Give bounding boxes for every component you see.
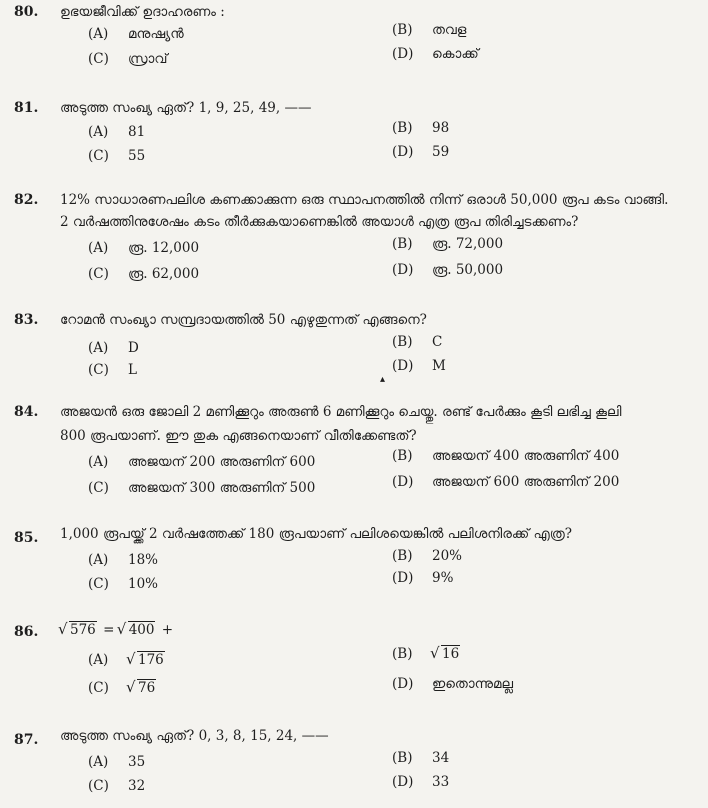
option-b[interactable]: (B) തവള [392, 22, 467, 38]
option-c[interactable]: (C)√ 76 [88, 680, 158, 696]
question-number: 87. [14, 732, 39, 748]
option-c[interactable]: (C) 10% [88, 576, 159, 592]
option-a[interactable]: (A) മനുഷ്യൻ [88, 26, 184, 42]
question-number: 86. [14, 624, 39, 640]
option-a[interactable]: (A)√ 176 [88, 652, 167, 668]
option-d[interactable]: (D) M [392, 358, 446, 374]
option-b[interactable]: (B) 34 [392, 750, 450, 766]
question-text: റോമൻ സംഖ്യാ സമ്പ്രദായത്തിൽ 50 എഴുതുന്നത് എങ്ങനെ? [60, 312, 427, 328]
question-text-line2: 800 രൂപയാണ്. ഈ തുക എങ്ങനെയാണ് വീതിക്കേണ്ടത്? [60, 428, 417, 444]
square-root-left: √ 576 [60, 622, 97, 638]
question-text-line2: 2 വർഷത്തിനുശേഷം കടം തീർക്കുകയാണെങ്കിൽ അയാൾ എത്ര രൂപ തിരിച്ചടക്കണം? [60, 214, 579, 230]
option-c[interactable]: (C) L [88, 362, 137, 378]
stray-mark: ▴ [380, 374, 386, 385]
option-d[interactable]: (D) കൊക്ക് [392, 46, 479, 62]
option-a[interactable]: (A) 18% [88, 552, 159, 568]
option-d[interactable]: (D) 59 [392, 144, 450, 160]
option-c[interactable]: (C) അജയന് 300 അരുണിന് 500 [88, 480, 316, 496]
square-root-right: √ 400 [119, 622, 156, 638]
question-number: 84. [14, 404, 39, 420]
option-d[interactable]: (D) അജയന് 600 അരുണിന് 200 [392, 474, 620, 490]
option-b[interactable]: (B) 20% [392, 548, 463, 564]
option-c[interactable]: (C) സ്രാവ് [88, 51, 168, 67]
question-expression: √ 576 = √ 400 + [60, 622, 173, 638]
option-d[interactable]: (D) ഇതൊന്നുമല്ല [392, 676, 513, 692]
question-text: അടുത്ത സംഖ്യ ഏത്? 0, 3, 8, 15, 24, —— [60, 728, 329, 744]
question-text: അടുത്ത സംഖ്യ ഏത്? 1, 9, 25, 49, —— [60, 100, 312, 116]
option-a[interactable]: (A) 81 [88, 124, 146, 140]
question-text: 1,000 രൂപയ്ക്ക് 2 വർഷത്തേക്ക് 180 രൂപയാണ് പലിശയെങ്കിൽ പലിശനിരക്ക് എത്ര? [60, 526, 572, 542]
question-number: 85. [14, 530, 39, 546]
question-text: ഉഭയജീവിക്ക് ഉദാഹരണം : [60, 4, 225, 20]
option-b[interactable]: (B) അജയന് 400 അരുണിന് 400 [392, 448, 620, 464]
option-b[interactable]: (B)√ 16 [392, 646, 462, 662]
option-b[interactable]: (B) 98 [392, 120, 450, 136]
option-d[interactable]: (D) രൂ. 50,000 [392, 262, 504, 278]
option-a[interactable]: (A) D [88, 340, 139, 356]
option-b[interactable]: (B) C [392, 334, 443, 350]
option-a[interactable]: (A) 35 [88, 754, 146, 770]
question-text: അജയൻ ഒരു ജോലി 2 മണിക്കൂറും അരുൺ 6 മണിക്കൂറും ചെയ്തു. രണ്ട് പേർക്കും കൂടി ലഭിച്ച കൂലി [60, 404, 622, 420]
question-text: 12% സാധാരണപലിശ കണക്കാക്കുന്ന ഒരു സ്ഥാപനത്തിൽ നിന്ന് ഒരാൾ 50,000 രൂപ കടം വാങ്ങി. [60, 192, 669, 208]
question-number: 83. [14, 312, 39, 328]
question-number: 80. [14, 4, 39, 20]
option-c[interactable]: (C) 55 [88, 148, 146, 164]
option-c[interactable]: (C) 32 [88, 778, 146, 794]
option-b[interactable]: (B) രൂ. 72,000 [392, 236, 504, 252]
option-c[interactable]: (C) രൂ. 62,000 [88, 266, 200, 282]
question-number: 81. [14, 100, 39, 116]
option-a[interactable]: (A) അജയന് 200 അരുണിന് 600 [88, 454, 316, 470]
question-number: 82. [14, 192, 39, 208]
option-a[interactable]: (A) രൂ. 12,000 [88, 240, 200, 256]
option-d[interactable]: (D) 33 [392, 774, 450, 790]
option-d[interactable]: (D) 9% [392, 570, 454, 586]
